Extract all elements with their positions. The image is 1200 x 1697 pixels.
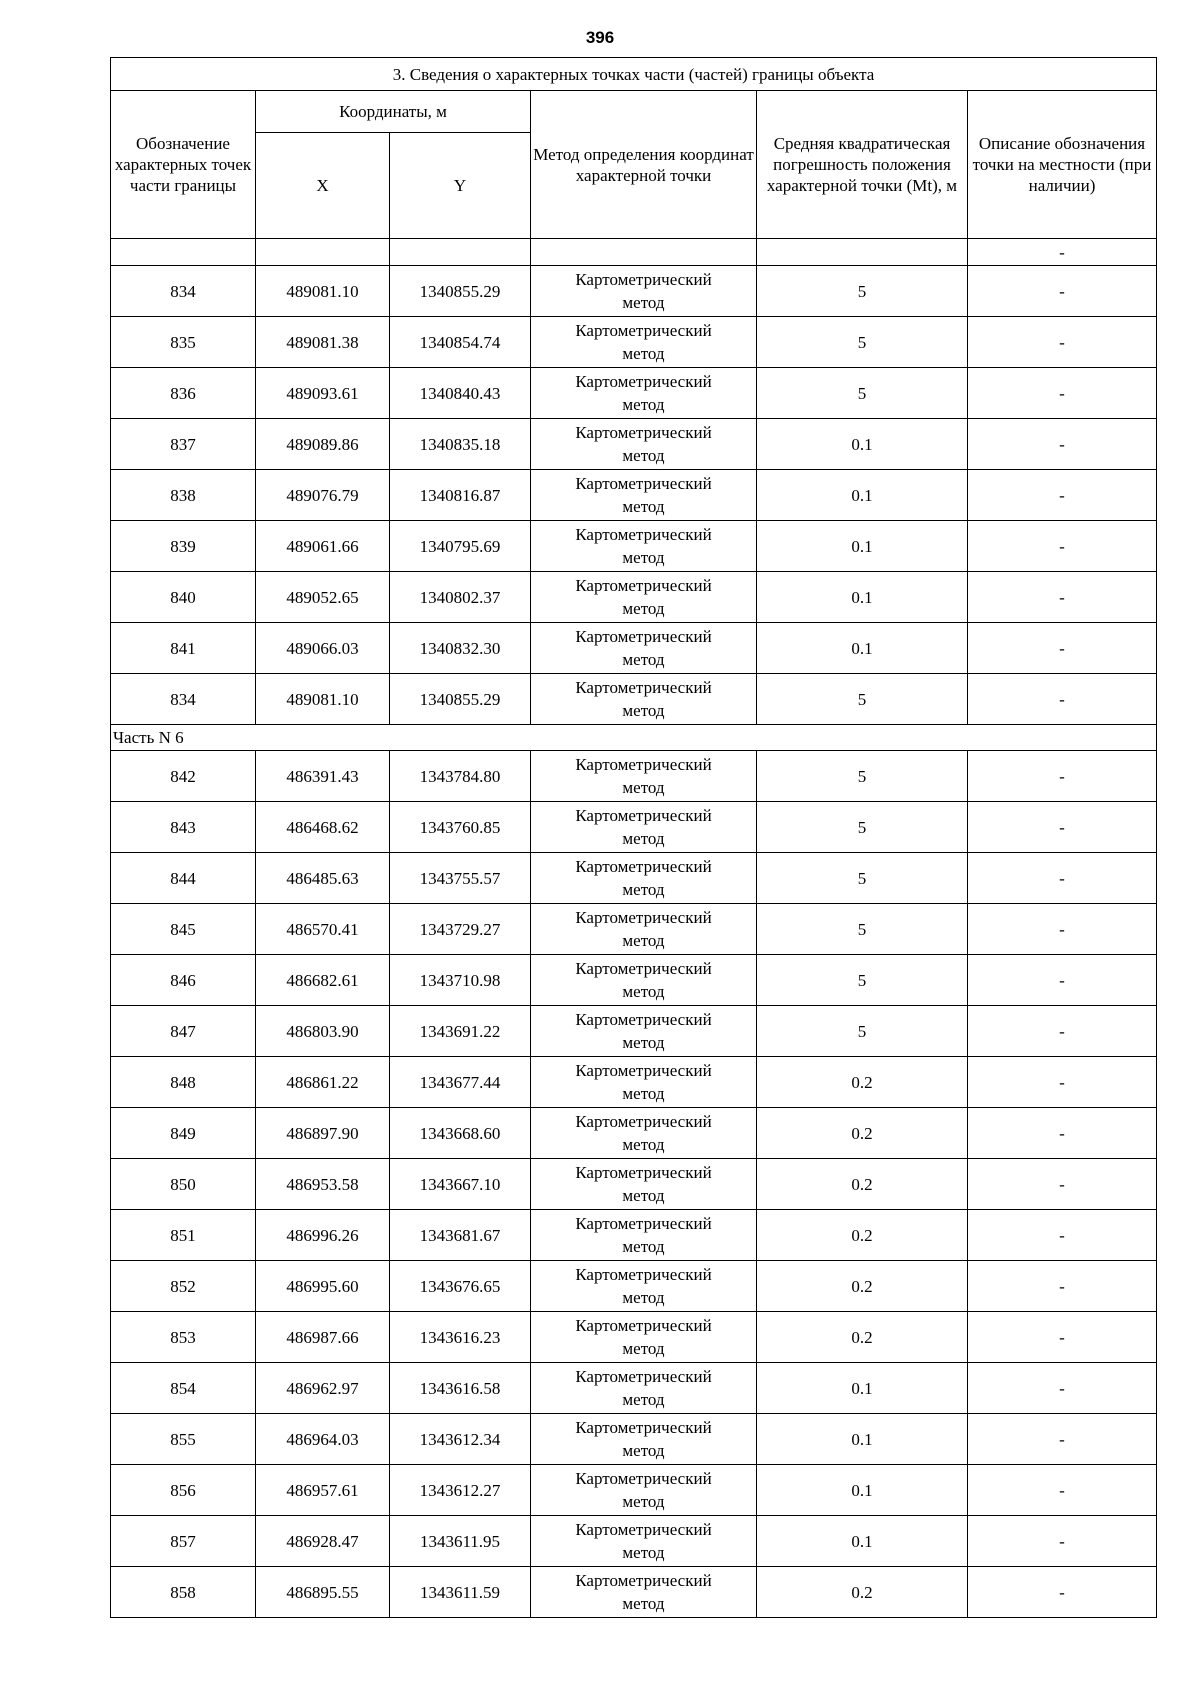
point-cell: 834 <box>111 674 256 725</box>
boundary-points-table <box>110 57 1157 1618</box>
description-cell: - <box>968 853 1157 904</box>
table-row <box>111 572 1157 623</box>
y-coordinate-cell: 1343616.58 <box>390 1363 531 1414</box>
method-cell <box>531 419 757 470</box>
point-cell: 854 <box>111 1363 256 1414</box>
method-line-1: Картометрический <box>575 678 712 697</box>
description-cell: - <box>968 470 1157 521</box>
method-cell <box>531 368 757 419</box>
table-row <box>111 955 1157 1006</box>
y-coordinate-cell: 1343710.98 <box>390 955 531 1006</box>
table-row <box>111 1057 1157 1108</box>
method-line-2: метод <box>622 1339 665 1358</box>
table-row <box>111 802 1157 853</box>
method-cell <box>531 1465 757 1516</box>
method-line-2: метод <box>622 446 665 465</box>
point-cell: 839 <box>111 521 256 572</box>
method-line-1: Картометрический <box>575 857 712 876</box>
point-cell: 841 <box>111 623 256 674</box>
header-method: Метод определения координат характерной точки <box>531 91 757 239</box>
description-cell: - <box>968 317 1157 368</box>
table-row <box>111 674 1157 725</box>
method-line-1: Картометрический <box>575 1265 712 1284</box>
error-cell: 5 <box>757 266 968 317</box>
blank-row <box>111 239 1157 266</box>
method-cell <box>531 1312 757 1363</box>
point-cell: 858 <box>111 1567 256 1618</box>
x-coordinate-cell: 486895.55 <box>256 1567 390 1618</box>
method-cell <box>531 1210 757 1261</box>
method-line-1: Картометрический <box>575 908 712 927</box>
error-cell: 5 <box>757 853 968 904</box>
x-coordinate-cell: 486485.63 <box>256 853 390 904</box>
x-coordinate-cell: 489061.66 <box>256 521 390 572</box>
method-line-2: метод <box>622 982 665 1001</box>
method-line-2: метод <box>622 1288 665 1307</box>
point-cell: 840 <box>111 572 256 623</box>
method-line-2: метод <box>622 1135 665 1154</box>
point-cell: 836 <box>111 368 256 419</box>
point-cell: 846 <box>111 955 256 1006</box>
header-point: Обозначение характерных точек части границы <box>111 91 256 239</box>
method-cell <box>531 1516 757 1567</box>
point-cell: 838 <box>111 470 256 521</box>
description-cell: - <box>968 1108 1157 1159</box>
x-coordinate-cell: 489081.38 <box>256 317 390 368</box>
y-coordinate-cell: 1343611.95 <box>390 1516 531 1567</box>
error-cell: 0.1 <box>757 1465 968 1516</box>
x-coordinate-cell: 486928.47 <box>256 1516 390 1567</box>
x-coordinate-cell: 486391.43 <box>256 751 390 802</box>
method-cell <box>531 1567 757 1618</box>
method-line-1: Картометрический <box>575 806 712 825</box>
error-cell: 5 <box>757 1006 968 1057</box>
x-coordinate-cell: 486953.58 <box>256 1159 390 1210</box>
description-cell: - <box>968 1363 1157 1414</box>
description-cell: - <box>968 623 1157 674</box>
x-coordinate-cell: 489093.61 <box>256 368 390 419</box>
point-cell: 847 <box>111 1006 256 1057</box>
table-body <box>111 239 1157 1618</box>
error-cell: 0.2 <box>757 1210 968 1261</box>
description-cell: - <box>968 521 1157 572</box>
y-coordinate-cell: 1340795.69 <box>390 521 531 572</box>
y-coordinate-cell: 1340816.87 <box>390 470 531 521</box>
description-cell: - <box>968 1516 1157 1567</box>
method-line-1: Картометрический <box>575 1367 712 1386</box>
error-cell: 0.1 <box>757 470 968 521</box>
x-coordinate-cell: 486468.62 <box>256 802 390 853</box>
x-coordinate-cell: 489076.79 <box>256 470 390 521</box>
method-cell <box>531 623 757 674</box>
method-line-1: Картометрический <box>575 1520 712 1539</box>
y-coordinate-cell: 1343755.57 <box>390 853 531 904</box>
method-line-2: метод <box>622 1594 665 1613</box>
method-cell <box>531 1414 757 1465</box>
method-line-2: метод <box>622 650 665 669</box>
y-coordinate-cell: 1340835.18 <box>390 419 531 470</box>
description-cell: - <box>968 1006 1157 1057</box>
error-cell: 0.2 <box>757 1567 968 1618</box>
method-line-1: Картометрический <box>575 321 712 340</box>
method-cell <box>531 802 757 853</box>
method-line-1: Картометрический <box>575 755 712 774</box>
point-cell: 837 <box>111 419 256 470</box>
x-coordinate-cell: 486957.61 <box>256 1465 390 1516</box>
point-cell: 853 <box>111 1312 256 1363</box>
error-cell: 5 <box>757 317 968 368</box>
y-coordinate-cell: 1343616.23 <box>390 1312 531 1363</box>
blank-row-desc: - <box>968 239 1157 266</box>
y-coordinate-cell: 1340855.29 <box>390 674 531 725</box>
table-row <box>111 1006 1157 1057</box>
point-cell: 834 <box>111 266 256 317</box>
method-line-1: Картометрический <box>575 474 712 493</box>
method-line-2: метод <box>622 1441 665 1460</box>
y-coordinate-cell: 1343784.80 <box>390 751 531 802</box>
method-line-2: метод <box>622 344 665 363</box>
section-row <box>111 725 1157 751</box>
method-line-1: Картометрический <box>575 576 712 595</box>
x-coordinate-cell: 486987.66 <box>256 1312 390 1363</box>
x-coordinate-cell: 489081.10 <box>256 674 390 725</box>
table-row <box>111 419 1157 470</box>
method-line-2: метод <box>622 1390 665 1409</box>
method-cell <box>531 674 757 725</box>
error-cell: 0.1 <box>757 1363 968 1414</box>
description-cell: - <box>968 1312 1157 1363</box>
point-cell: 851 <box>111 1210 256 1261</box>
description-cell: - <box>968 904 1157 955</box>
error-cell: 0.1 <box>757 623 968 674</box>
error-cell: 0.1 <box>757 521 968 572</box>
y-coordinate-cell: 1343676.65 <box>390 1261 531 1312</box>
table-row <box>111 521 1157 572</box>
method-line-2: метод <box>622 293 665 312</box>
y-coordinate-cell: 1343760.85 <box>390 802 531 853</box>
method-line-1: Картометрический <box>575 1469 712 1488</box>
table-row <box>111 1363 1157 1414</box>
method-line-1: Картометрический <box>575 1418 712 1437</box>
method-cell <box>531 521 757 572</box>
description-cell: - <box>968 1057 1157 1108</box>
point-cell: 850 <box>111 1159 256 1210</box>
table-title: 3. Сведения о характерных точках части (частей) границы объекта <box>111 58 1157 91</box>
method-line-2: метод <box>622 1186 665 1205</box>
table-row <box>111 1312 1157 1363</box>
y-coordinate-cell: 1340832.30 <box>390 623 531 674</box>
method-cell <box>531 1261 757 1312</box>
point-cell: 843 <box>111 802 256 853</box>
method-cell <box>531 572 757 623</box>
y-coordinate-cell: 1340855.29 <box>390 266 531 317</box>
method-cell <box>531 317 757 368</box>
x-coordinate-cell: 489066.03 <box>256 623 390 674</box>
method-cell <box>531 470 757 521</box>
description-cell: - <box>968 419 1157 470</box>
x-coordinate-cell: 486682.61 <box>256 955 390 1006</box>
method-line-2: метод <box>622 1492 665 1511</box>
x-coordinate-cell: 489089.86 <box>256 419 390 470</box>
y-coordinate-cell: 1340854.74 <box>390 317 531 368</box>
method-line-2: метод <box>622 931 665 950</box>
description-cell: - <box>968 266 1157 317</box>
table-row <box>111 1261 1157 1312</box>
page-number: 396 <box>585 28 615 47</box>
table-row <box>111 1159 1157 1210</box>
y-coordinate-cell: 1343729.27 <box>390 904 531 955</box>
header-desc: Описание обозначения точки на местности (при наличии) <box>968 91 1157 239</box>
point-cell: 848 <box>111 1057 256 1108</box>
x-coordinate-cell: 486962.97 <box>256 1363 390 1414</box>
x-coordinate-cell: 486964.03 <box>256 1414 390 1465</box>
method-cell <box>531 1159 757 1210</box>
method-line-2: метод <box>622 1033 665 1052</box>
method-line-1: Картометрический <box>575 1316 712 1335</box>
method-line-2: метод <box>622 701 665 720</box>
point-cell: 849 <box>111 1108 256 1159</box>
description-cell: - <box>968 1414 1157 1465</box>
method-line-2: метод <box>622 1543 665 1562</box>
table-row <box>111 623 1157 674</box>
method-line-1: Картометрический <box>575 627 712 646</box>
x-coordinate-cell: 486897.90 <box>256 1108 390 1159</box>
error-cell: 5 <box>757 368 968 419</box>
description-cell: - <box>968 368 1157 419</box>
y-coordinate-cell: 1340840.43 <box>390 368 531 419</box>
description-cell: - <box>968 674 1157 725</box>
x-coordinate-cell: 486803.90 <box>256 1006 390 1057</box>
description-cell: - <box>968 1210 1157 1261</box>
table-row <box>111 1567 1157 1618</box>
point-cell: 835 <box>111 317 256 368</box>
method-cell <box>531 1006 757 1057</box>
table-row <box>111 853 1157 904</box>
method-line-1: Картометрический <box>575 1214 712 1233</box>
x-coordinate-cell: 486861.22 <box>256 1057 390 1108</box>
point-cell: 857 <box>111 1516 256 1567</box>
error-cell: 0.2 <box>757 1312 968 1363</box>
method-cell <box>531 904 757 955</box>
point-cell: 855 <box>111 1414 256 1465</box>
x-coordinate-cell: 486570.41 <box>256 904 390 955</box>
method-line-2: метод <box>622 829 665 848</box>
header-x: X <box>256 133 390 239</box>
y-coordinate-cell: 1343612.27 <box>390 1465 531 1516</box>
table-row <box>111 1210 1157 1261</box>
x-coordinate-cell: 489052.65 <box>256 572 390 623</box>
y-coordinate-cell: 1343668.60 <box>390 1108 531 1159</box>
error-cell: 0.1 <box>757 419 968 470</box>
table-row <box>111 266 1157 317</box>
method-line-1: Картометрический <box>575 1163 712 1182</box>
method-line-1: Картометрический <box>575 1112 712 1131</box>
description-cell: - <box>968 1261 1157 1312</box>
error-cell: 0.1 <box>757 1516 968 1567</box>
description-cell: - <box>968 751 1157 802</box>
method-line-2: метод <box>622 548 665 567</box>
description-cell: - <box>968 1159 1157 1210</box>
description-cell: - <box>968 802 1157 853</box>
method-line-1: Картометрический <box>575 1010 712 1029</box>
method-cell <box>531 1057 757 1108</box>
y-coordinate-cell: 1343612.34 <box>390 1414 531 1465</box>
method-line-2: метод <box>622 880 665 899</box>
table-row <box>111 470 1157 521</box>
table-row <box>111 368 1157 419</box>
table-row <box>111 904 1157 955</box>
method-line-2: метод <box>622 778 665 797</box>
description-cell: - <box>968 955 1157 1006</box>
table-row <box>111 1108 1157 1159</box>
error-cell: 5 <box>757 955 968 1006</box>
point-cell: 845 <box>111 904 256 955</box>
method-cell <box>531 955 757 1006</box>
header-coords: Координаты, м <box>256 91 531 133</box>
error-cell: 0.2 <box>757 1057 968 1108</box>
method-line-1: Картометрический <box>575 372 712 391</box>
method-cell <box>531 1108 757 1159</box>
y-coordinate-cell: 1343611.59 <box>390 1567 531 1618</box>
table-row <box>111 1465 1157 1516</box>
method-line-1: Картометрический <box>575 1061 712 1080</box>
error-cell: 0.2 <box>757 1108 968 1159</box>
method-cell <box>531 853 757 904</box>
error-cell: 0.1 <box>757 1414 968 1465</box>
method-line-2: метод <box>622 1237 665 1256</box>
point-cell: 844 <box>111 853 256 904</box>
x-coordinate-cell: 486996.26 <box>256 1210 390 1261</box>
method-line-2: метод <box>622 1084 665 1103</box>
table-row <box>111 1516 1157 1567</box>
method-cell <box>531 751 757 802</box>
table-row <box>111 317 1157 368</box>
description-cell: - <box>968 1465 1157 1516</box>
point-cell: 856 <box>111 1465 256 1516</box>
header-error: Средняя квадратическая погрешность положения характерной точки (Mt), м <box>757 91 968 239</box>
error-cell: 5 <box>757 802 968 853</box>
error-cell: 5 <box>757 751 968 802</box>
method-line-1: Картометрический <box>575 423 712 442</box>
method-line-1: Картометрический <box>575 959 712 978</box>
error-cell: 0.1 <box>757 572 968 623</box>
y-coordinate-cell: 1343667.10 <box>390 1159 531 1210</box>
x-coordinate-cell: 489081.10 <box>256 266 390 317</box>
table-row <box>111 751 1157 802</box>
error-cell: 0.2 <box>757 1261 968 1312</box>
y-coordinate-cell: 1343691.22 <box>390 1006 531 1057</box>
method-cell <box>531 266 757 317</box>
header-y: Y <box>390 133 531 239</box>
x-coordinate-cell: 486995.60 <box>256 1261 390 1312</box>
point-cell: 852 <box>111 1261 256 1312</box>
description-cell: - <box>968 572 1157 623</box>
method-line-2: метод <box>622 497 665 516</box>
method-line-2: метод <box>622 599 665 618</box>
error-cell: 5 <box>757 904 968 955</box>
section-label: Часть N 6 <box>111 725 1157 751</box>
method-line-1: Картометрический <box>575 270 712 289</box>
error-cell: 0.2 <box>757 1159 968 1210</box>
method-line-2: метод <box>622 395 665 414</box>
method-line-1: Картометрический <box>575 1571 712 1590</box>
y-coordinate-cell: 1343677.44 <box>390 1057 531 1108</box>
y-coordinate-cell: 1340802.37 <box>390 572 531 623</box>
point-cell: 842 <box>111 751 256 802</box>
method-line-1: Картометрический <box>575 525 712 544</box>
method-cell <box>531 1363 757 1414</box>
y-coordinate-cell: 1343681.67 <box>390 1210 531 1261</box>
description-cell: - <box>968 1567 1157 1618</box>
error-cell: 5 <box>757 674 968 725</box>
table-row <box>111 1414 1157 1465</box>
